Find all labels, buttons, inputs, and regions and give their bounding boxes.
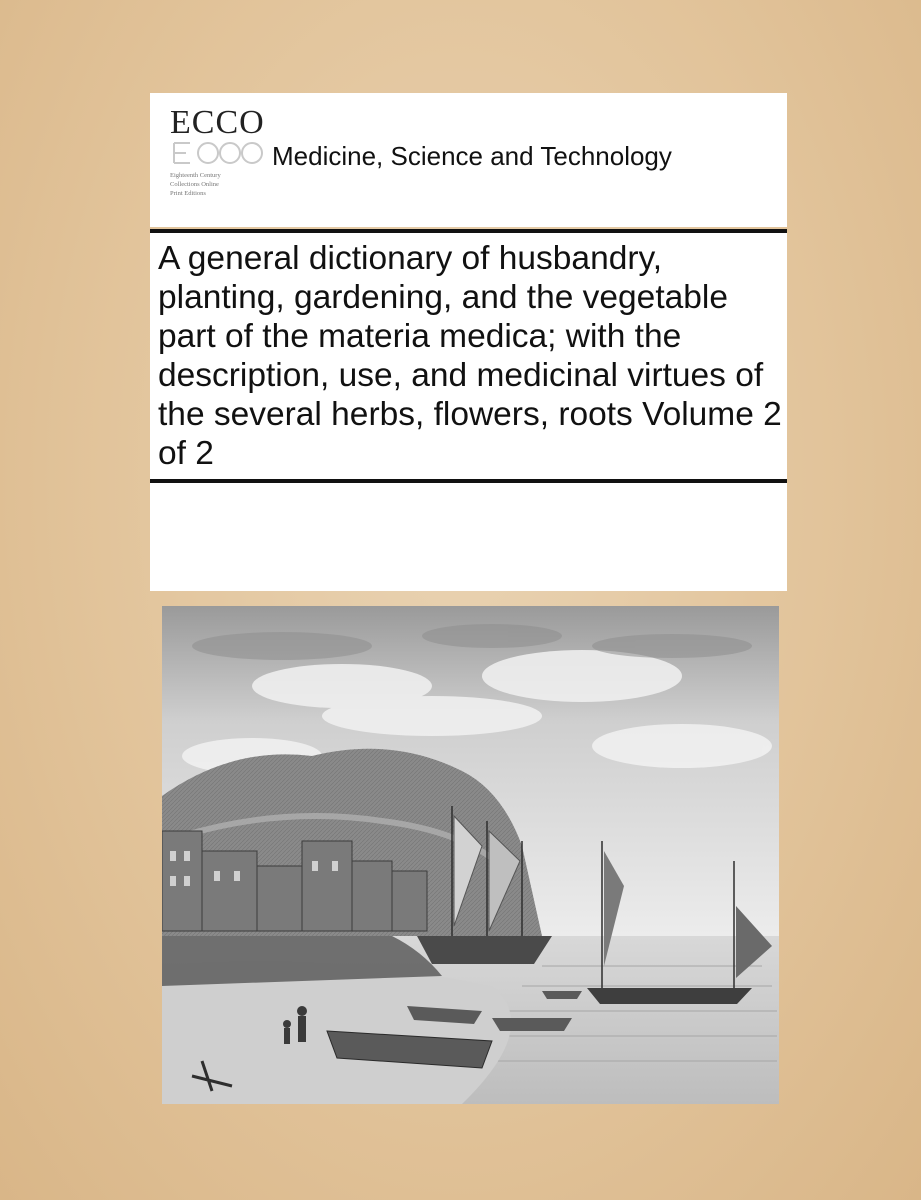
header-panel xyxy=(150,93,787,227)
logo-mark: ECCO xyxy=(170,104,265,141)
blank-panel xyxy=(150,483,787,591)
series-title: Medicine, Science and Technology xyxy=(272,141,672,171)
ecco-logo xyxy=(170,105,266,217)
book-title: A general dictionary of husbandry, planting, gardening, and the vegetable part of the materia medica; with the description, use, and medicinal virtues of the several herbs, flowers, roots Volume 2 of 2 xyxy=(158,240,782,472)
logo-caption-line: Eighteenth Century xyxy=(170,172,221,179)
logo-caption xyxy=(170,171,266,198)
title-panel xyxy=(150,233,787,479)
logo-caption-line: Collections Online xyxy=(170,181,219,188)
logo-reflection-icon xyxy=(170,141,266,171)
logo-caption-line: Print Editions xyxy=(170,190,206,197)
harbor-engraving-image xyxy=(162,606,779,1104)
